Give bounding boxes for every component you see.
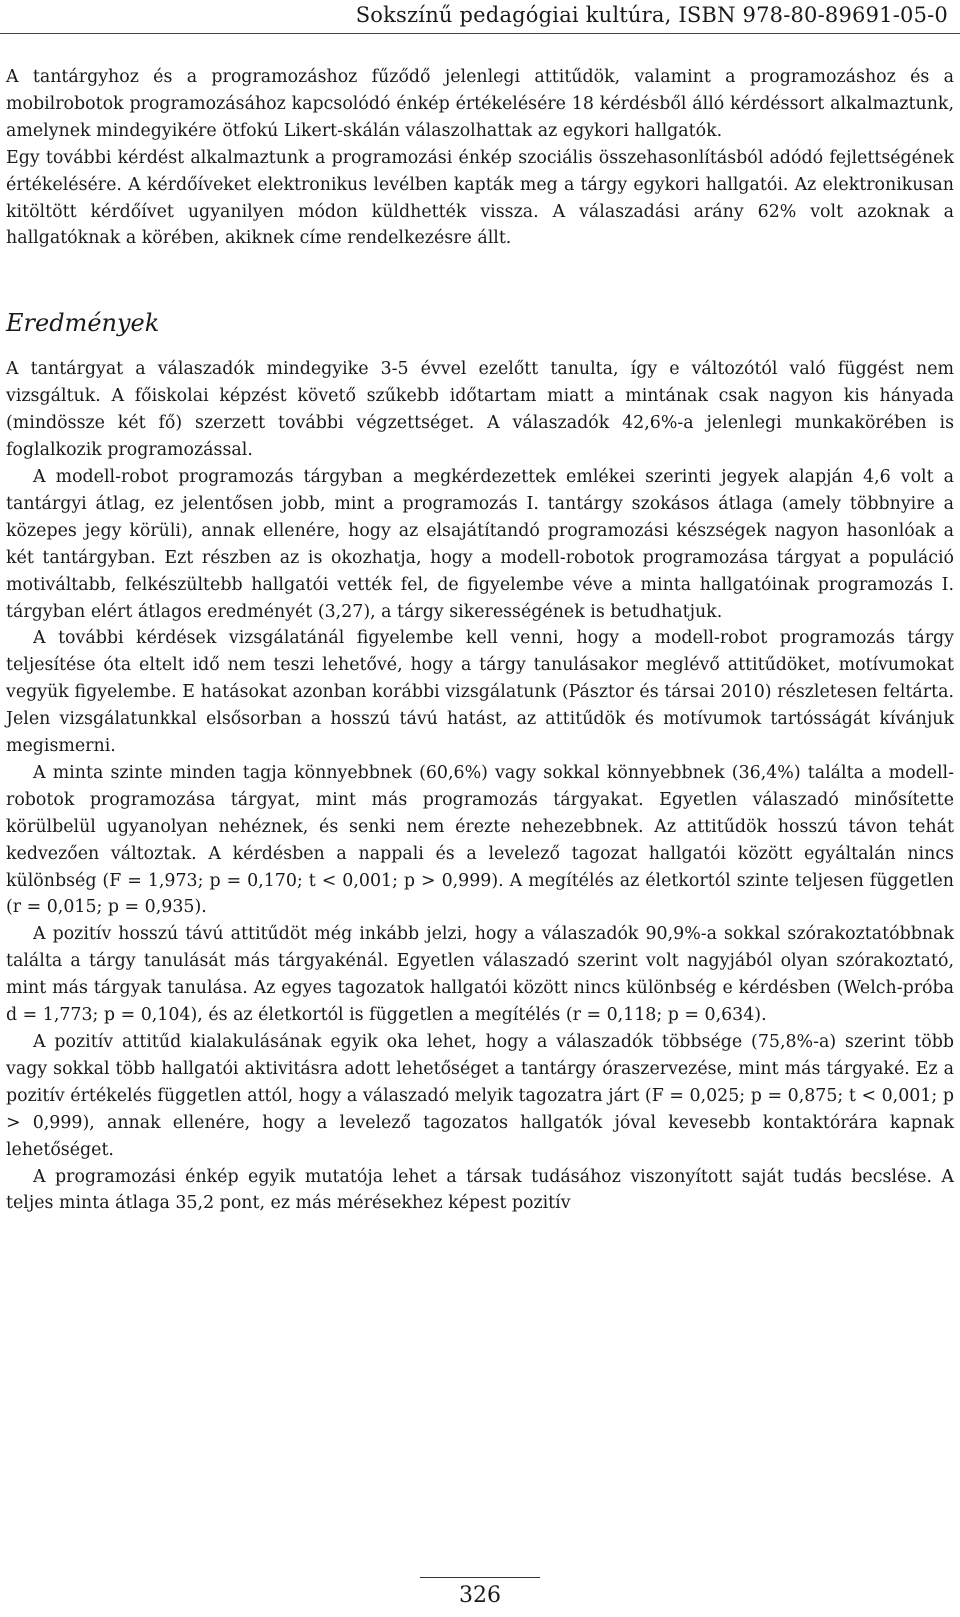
running-header xyxy=(0,0,960,34)
page-number: 326 xyxy=(459,1583,501,1608)
body-paragraph: A pozitív attitűd kialakulásának egyik oka lehet, hogy a válaszadók többsége (75,8%-a) szerint több vagy sokkal több hallgatói aktivitásra adott lehetőséget a tantárgy óraszervezése, mint más tárgyaké. Ez a pozitív értékelés független attól, hogy a válaszadó melyik tagozatra járt (F = 0,025; p = 0,875; t < 0,001; p > 0,999), annak ellenére, hogy a levelező tagozatos hallgatók jóval kevesebb kontaktórára kapnak lehetőséget. xyxy=(6,1032,954,1160)
body-paragraph: A modell-robot programozás tárgyban a megkérdezettek emlékei szerinti jegyek alapján 4,6 volt a tantárgyi átlag, ez jelentősen jobb, mint a programozás I. tantárgy szokásos átlaga (amely többnyire a közepes jegy körüli), annak ellenére, hogy az elsajátítandó programozási készségek nagyon hasonlóak a két tantárgyban. Ezt részben az is okozhatja, hogy a modell-robotok programozása tárgyat a populáció motiváltabb, felkészültebb hallgatói vették fel, de figyelembe véve a minta hallgatóinak programozás I. tárgyban elért átlagos eredményét (3,27), a tárgy sikerességének is betudhatjuk. xyxy=(6,466,954,622)
intro-paragraph: Egy további kérdést alkalmaztunk a programozási énkép szociális összehasonlításból adódó fejlettségének értékelésére. A kérdőíveket elektronikus levélben kapták meg a tárgy egykori hallgatói. Az elektronikusan kitöltött kérdőívet ugyanilyen módon küldhették vissza. A válaszadási arány 62% volt azoknak a hallgatóknak a körében, akiknek címe rendelkezésre állt. xyxy=(6,147,954,249)
intro-paragraph: A tantárgyhoz és a programozáshoz fűződő jelenlegi attitűdök, valamint a programozáshoz és a mobilrobotok programozásához kapcsolódó énkép értékelésére 18 kérdésből álló kérdéssort alkalmaztunk, amelynek mindegyikére ötfokú Likert-skálán válaszolhattak az egykori hallgatók. xyxy=(6,67,954,141)
section-heading: Eredmények xyxy=(6,309,160,338)
body-paragraph: A további kérdések vizsgálatánál figyelembe kell venni, hogy a modell-robot programozás tárgy teljesítése óta eltelt idő nem teszi lehetővé, hogy a tárgy tanulásakor meglévő attitűdöket, motívumokat vegyük figyelembe. E hatásokat azonban korábbi vizsgálatunk (Pásztor és társai 2010) részletesen feltárta. Jelen vizsgálatunkkal elsősorban a hosszú távú hatást, az attitűdök és motívumok tartósságát kívánjuk megismerni. xyxy=(6,628,954,757)
body-paragraph: A programozási énkép egyik mutatója lehet a társak tudásához viszonyított saját tudás becslése. A teljes minta átlaga 35,2 pont, ez más mérésekhez képest pozitív xyxy=(6,1166,954,1214)
footer-divider xyxy=(420,1577,540,1578)
running-header-title: Sokszínű pedagógiai kultúra, ISBN 978-80-89691-05-0 xyxy=(355,3,948,27)
body-paragraph: A minta szinte minden tagja könnyebbnek (60,6%) vagy sokkal könnyebbnek (36,4%) találta a modell-robotok programozása tárgyat, mint más programozás tárgyakat. Egyetlen válaszadó minősítette körülbelül ugyanolyan nehéznek, és senki nem érezte nehezebbnek. Az attitűdök hosszú távon tehát kedvezően változtak. A kérdésben a nappali és a levelező tagozat hallgatói között egyáltalán nincs különbség (F = 1,973; p = 0,170; t < 0,001; p > 0,999). A megítélés az életkortól szinte teljesen független (r = 0,015; p = 0,935). xyxy=(6,762,954,918)
body-paragraph: A tantárgyat a válaszadók mindegyike 3-5 évvel ezelőtt tanulta, így e változótól való függést nem vizsgáltuk. A főiskolai képzést követő szűkebb időtartam miatt a mintának csak nagyon kis hányada (mindössze két fő) szerzett további végzettséget. A válaszadók 42,6%-a jelenlegi munkakörében is foglalkozik programozással. xyxy=(6,359,954,461)
page-body xyxy=(6,64,954,1217)
body-paragraph: A pozitív hosszú távú attitűdöt még inkább jelzi, hogy a válaszadók 90,9%-a sokkal szórakoztatóbbnak találta a tárgy tanulását más tárgyakénál. Egyetlen válaszadó szerint volt nagyjából olyan szórakoztató, mint más tárgyak tanulása. Az egyes tagozatok hallgatói között nincs különbség e kérdésben (Welch-próba d = 1,773; p = 0,104), és az életkortól is független a megítélés (r = 0,118; p = 0,634). xyxy=(6,924,954,1026)
